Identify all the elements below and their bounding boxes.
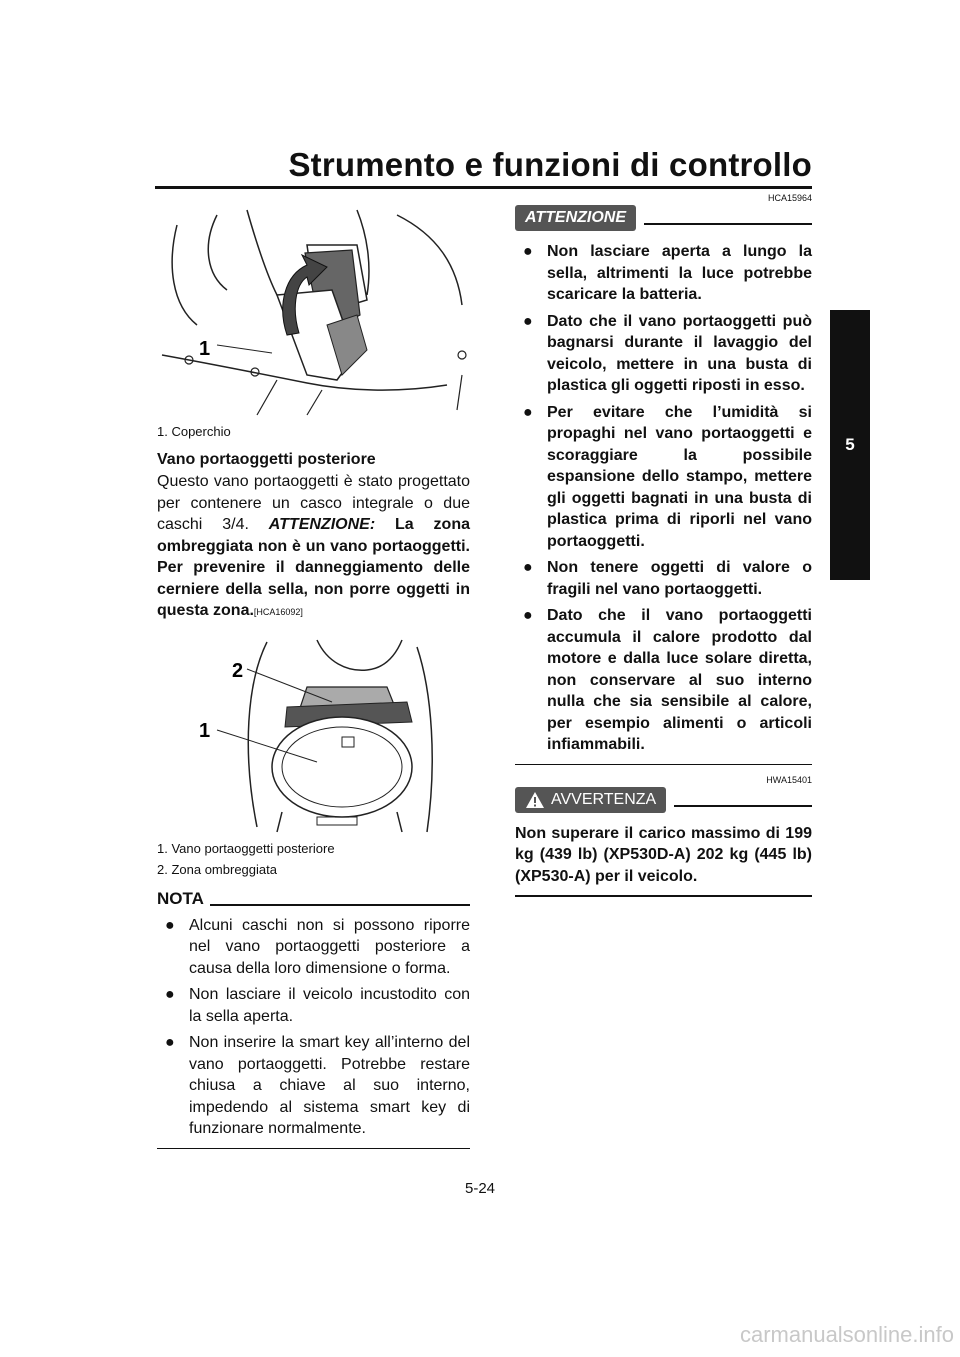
avvertenza-badge — [515, 787, 666, 813]
list-item: ● Per evitare che l’umidità si propaghi nel vano portaoggetti e scoraggiare la possibile espansione dello stampo, mettere gli oggetti bagnati in una busta di plastica prima di riporli nel vano portaoggetti. — [523, 403, 812, 550]
section-body — [157, 471, 470, 624]
callout-1: 1 — [199, 338, 211, 360]
nota-list — [157, 915, 470, 1140]
list-item: ● Non lasciare il veicolo incustodito con la sella aperta. — [165, 986, 470, 1025]
figure2-caption-2: 2. Zona ombreggiata — [157, 861, 277, 877]
avvertenza-end-rule — [515, 895, 812, 897]
bullet-icon: ● — [165, 916, 175, 934]
list-item: ● Dato che il vano portaoggetti accumula il calore prodotto dal motore e dalla luce solare diretta, non conservare al suo interno nulla che sia sensibile al calore, per esempio alimenti o articoli infiammabili. — [523, 607, 812, 753]
bullet-icon: ● — [165, 986, 175, 1003]
page-title: Strumento e funzioni di controllo — [288, 146, 812, 183]
bullet-icon: ● — [523, 559, 533, 576]
left-column — [157, 205, 470, 1149]
chapter-tab[interactable]: 5 — [830, 310, 870, 580]
section-text: Questo vano portaoggetti è stato progettato per contenere un casco integrale o due caschi 3/4. — [157, 473, 470, 533]
bullet-icon: ● — [523, 312, 533, 330]
nota-header — [157, 889, 470, 909]
ref-code: [HCA16092] — [253, 607, 303, 617]
warning-icon — [525, 791, 545, 809]
attenzione-rule — [644, 223, 812, 225]
callout-2: 2 — [232, 659, 244, 682]
bullet-icon: ● — [523, 403, 533, 421]
bullet-icon: ● — [523, 607, 533, 624]
attenzione-code: HCA15964 — [767, 193, 812, 203]
right-column — [515, 193, 812, 897]
header-rule — [155, 186, 812, 189]
figure-storage-illustration — [157, 632, 470, 837]
page-number: 5-24 — [464, 1180, 496, 1197]
list-item: ● Alcuni caschi non si possono riporre nel vano portaoggetti posteriore a causa della loro dimensione o forma. — [165, 916, 470, 977]
avvertenza-rule — [674, 805, 812, 807]
avvertenza-code: HWA15401 — [766, 774, 812, 785]
attenzione-end-rule — [515, 764, 812, 765]
avvertenza-label: AVVERTENZA — [551, 790, 657, 808]
nota-rule — [210, 904, 470, 906]
list-item: ● Non lasciare aperta a lungo la sella, altrimenti la luce potrebbe scaricare la batteria. — [523, 243, 812, 303]
bullet-icon: ● — [523, 243, 533, 260]
list-item: ● Non tenere oggetti di valore o fragili nel vano portaoggetti. — [523, 559, 812, 598]
nota-end-rule — [157, 1148, 470, 1149]
watermark: carmanualsonline.info — [739, 1322, 954, 1347]
list-item: ● Non inserire la smart key all’interno del vano portaoggetti. Potrebbe restare chiusa a chiave al suo interno, impedendo al sistema smart key di funzionare normalmente. — [165, 1034, 470, 1137]
bullet-icon: ● — [165, 1034, 175, 1051]
avvertenza-header — [515, 787, 812, 813]
list-item: ● Dato che il vano portaoggetti può bagnarsi durante il lavaggio del veicolo, mettere in una busta di plastica gli oggetti riposti in esso. — [523, 312, 812, 394]
figure2-caption-1: 1. Vano portaoggetti posteriore — [157, 840, 335, 856]
attention-text: La zona ombreggiata non è un vano portaoggetti. Per prevenire il danneggiamento delle cerniere della sella, non porre oggetti in questa zona. — [157, 516, 470, 619]
figure-cover-illustration — [157, 205, 470, 420]
attenzione-list — [515, 241, 812, 756]
avvertenza-text: Non superare il carico massimo di 199 kg (439 lb) (XP530D-A) 202 kg (445 lb) (XP530-A) per il veicolo. — [515, 824, 812, 885]
figure1-caption: 1. Coperchio — [157, 424, 231, 439]
attenzione-badge: ATTENZIONE — [515, 205, 636, 231]
nota-label: NOTA — [157, 888, 204, 908]
attenzione-header — [515, 205, 812, 231]
callout-1b: 1 — [199, 719, 211, 742]
section-title: Vano portaoggetti posteriore — [157, 451, 376, 468]
attention-label: ATTENZIONE: — [268, 516, 376, 533]
